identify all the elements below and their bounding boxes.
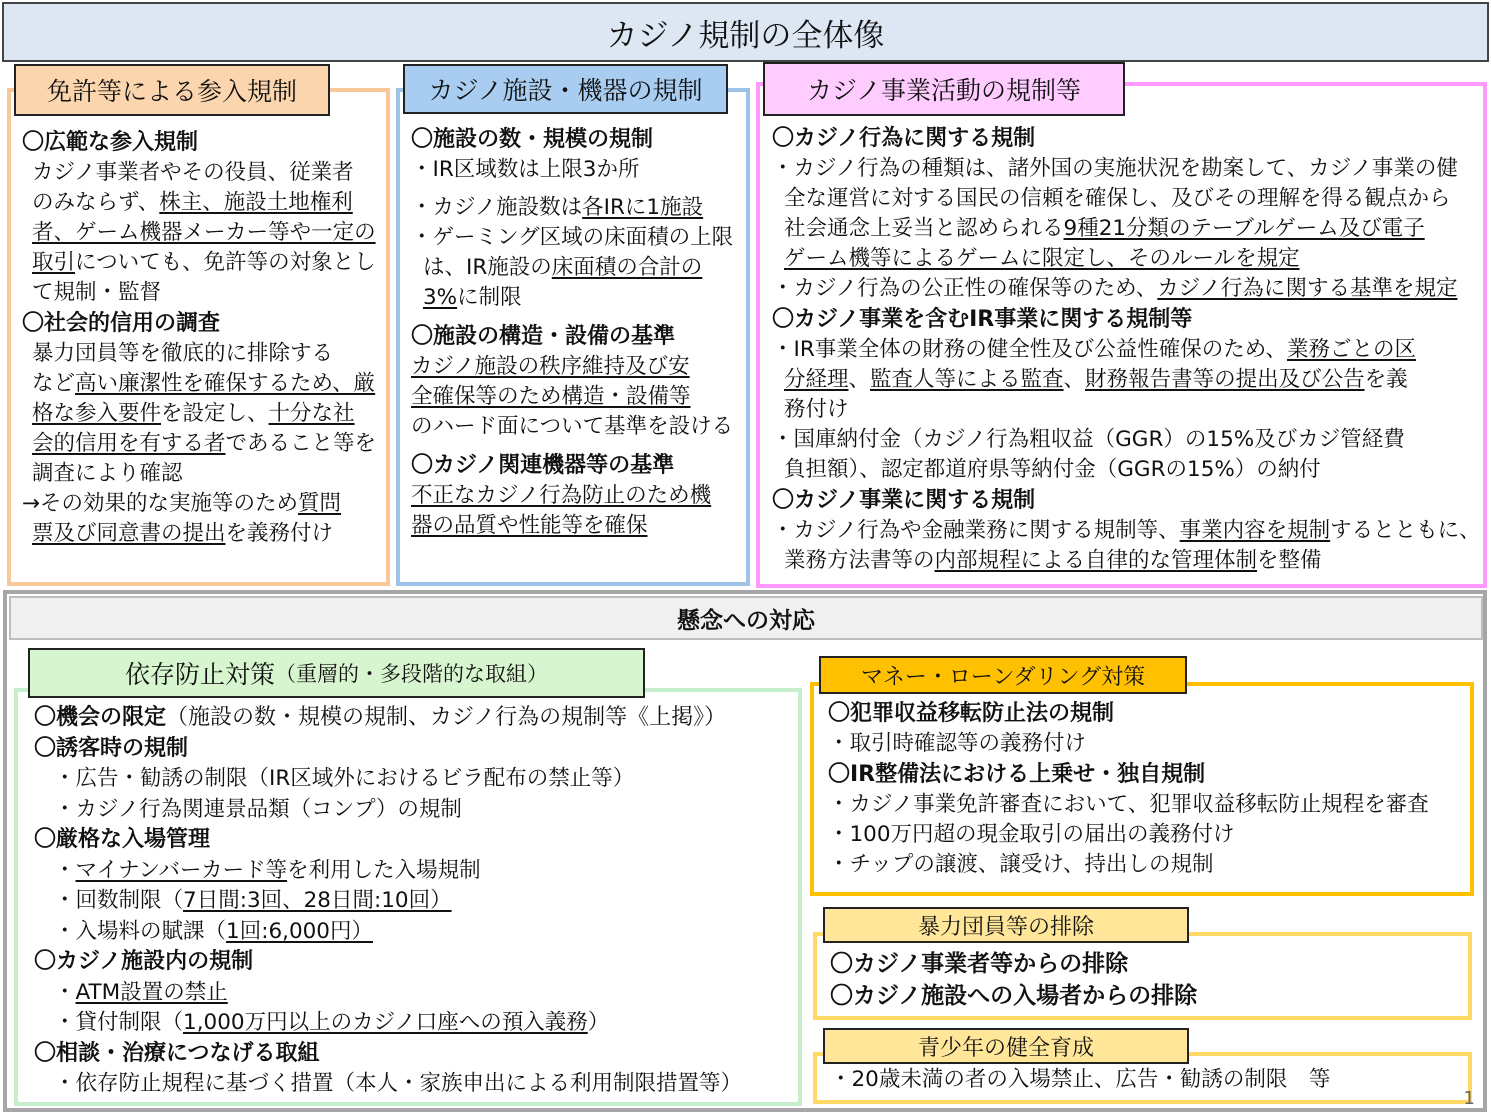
- business-regulation-tag: カジノ事業活動の規制等: [763, 62, 1125, 116]
- youth-protection-content: [830, 1065, 1470, 1095]
- item-text: ・20歳未満の者の入場禁止、広告・勧誘の制限 等: [830, 1067, 1331, 1092]
- item-text: ・回数制限（7日間:3回、28日間:10回）: [54, 888, 452, 913]
- item-text: ・カジノ施設数は各IRに1施設: [411, 195, 704, 220]
- item-heading: 〇カジノ事業を含むIR事業に関する規制等: [772, 307, 1193, 332]
- item-text: 者、ゲーム機器メーカー等や一定の: [32, 220, 376, 245]
- item-heading: 〇施設の数・規模の規制: [411, 127, 654, 152]
- entry-regulation-content: [22, 127, 384, 549]
- item-text: ・カジノ行為の公正性の確保等のため、カジノ行為に関する基準を規定: [772, 276, 1458, 301]
- item-text: 票及び同意書の提出を義務付け: [32, 521, 334, 546]
- item-text: 務付け: [784, 397, 849, 422]
- addiction-prevention-content: [34, 703, 800, 1100]
- item-text: は、IR施設の床面積の合計の: [423, 255, 703, 280]
- concern-title: 懸念への対応: [9, 596, 1483, 640]
- item-text: 取引についても、免許等の対象とし: [32, 250, 376, 275]
- item-heading: 〇機会の限定（施設の数・規模の規制、カジノ行為の規制等《上掲》）: [34, 705, 727, 730]
- gang-exclusion-tag: 暴力団員等の排除: [823, 907, 1189, 943]
- item-text: ・IR事業全体の財務の健全性及び公益性確保のため、業務ごとの区: [772, 337, 1416, 362]
- item-text: 3%に制限: [423, 285, 522, 310]
- item-text: 格な参入要件を設定し、十分な社: [32, 401, 355, 426]
- item-text: ・カジノ行為や金融業務に関する規制等、事業内容を規制するとともに、: [772, 518, 1481, 543]
- item-text: ・取引時確認等の義務付け: [828, 731, 1087, 756]
- gang-exclusion-content: [830, 948, 1470, 1012]
- item-heading: 〇カジノ事業に関する規制: [772, 488, 1036, 513]
- item-heading: 〇社会的信用の調査: [22, 311, 221, 336]
- item-text: ・カジノ事業免許審査において、犯罪収益移転防止規程を審査: [828, 792, 1429, 817]
- item-heading: 〇相談・治療につなげる取組: [34, 1040, 320, 1066]
- addiction-prevention-tag: [28, 648, 645, 698]
- item-text: 器の品質や性能等を確保: [411, 513, 648, 538]
- item-text: ・IR区域数は上限3か所: [411, 157, 640, 182]
- item-heading: 〇施設の構造・設備の基準: [411, 324, 676, 349]
- item-text: ・チップの譲渡、譲受け、持出しの規制: [828, 852, 1214, 877]
- business-regulation-content: [772, 123, 1484, 576]
- item-text: 社会通念上妥当と認められる9種21分類のテーブルゲーム及び電子: [784, 216, 1425, 241]
- item-heading: 〇カジノ施設内の規制: [34, 949, 254, 974]
- item-text: ・マイナンバーカード等を利用した入場規制: [54, 857, 481, 883]
- item-text: のハード面について基準を設ける: [411, 414, 734, 439]
- item-text: カジノ施設の秩序維持及び安: [411, 354, 690, 379]
- item-text: ・入場料の賦課（1回:6,000円）: [54, 918, 373, 944]
- item-text: など高い廉潔性を確保するため、厳: [32, 371, 376, 396]
- item-text: ・カジノ行為の種類は、諸外国の実施状況を勘案して、カジノ事業の健: [772, 156, 1458, 181]
- item-heading: 〇厳格な入場管理: [34, 827, 211, 852]
- item-text: ・貸付制限（1,000万円以上のカジノ口座への預入義務）: [54, 1010, 610, 1035]
- money-laundering-content: [828, 698, 1472, 880]
- item-text: ・依存防止規程に基づく措置（本人・家族申出による利用制限措置等）: [54, 1071, 743, 1096]
- item-text: 調査により確認: [32, 461, 183, 486]
- item-heading: 〇IR整備法における上乗せ・独自規制: [828, 762, 1206, 787]
- item-heading: 〇カジノ関連機器等の基準: [411, 453, 675, 478]
- item-text: ・ATM設置の禁止: [54, 979, 228, 1005]
- facility-regulation-content: [411, 124, 746, 541]
- spacer: [411, 442, 746, 450]
- item-text: ・100万円超の現金取引の届出の義務付け: [828, 822, 1235, 847]
- addiction-prevention-tag-main: 依存防止対策: [124, 660, 275, 689]
- item-text: 会的信用を有する者であること等を: [32, 431, 377, 456]
- item-text: ・ゲーミング区域の床面積の上限: [411, 225, 734, 250]
- item-heading: 〇カジノ事業者等からの排除: [830, 951, 1129, 977]
- item-text: ・広告・勧誘の制限（IR区域外におけるビラ配布の禁止等）: [54, 766, 635, 791]
- youth-protection-tag: 青少年の健全育成: [823, 1028, 1189, 1064]
- item-text: 負担額）、認定都道府県等納付金（GGRの15%）の納付: [784, 457, 1321, 482]
- item-text: ・国庫納付金（カジノ行為粗収益（GGR）の15%及びカジ管経費: [772, 427, 1405, 452]
- page-number: 1: [1463, 1088, 1475, 1109]
- item-text: て規制・監督: [32, 280, 162, 305]
- item-text: 全確保等のため構造・設備等: [411, 384, 691, 409]
- item-text: 暴力団員等を徹底的に排除する: [32, 341, 334, 366]
- item-heading: 〇誘客時の規制: [34, 735, 189, 761]
- item-text: 全な運営に対する国民の信頼を確保し、及びその理解を得る観点から: [784, 186, 1451, 211]
- facility-regulation-tag: カジノ施設・機器の規制: [403, 64, 728, 114]
- spacer: [411, 185, 746, 193]
- item-text: ・カジノ行為関連景品類（コンプ）の規制: [54, 796, 462, 822]
- item-text: 業務方法書等の内部規程による自律的な管理体制を整備: [784, 548, 1322, 573]
- item-heading: 〇カジノ行為に関する規制: [772, 126, 1036, 151]
- addiction-prevention-tag-sub: （重層的・多段階的な取組）: [275, 662, 548, 686]
- entry-regulation-tag: 免許等による参入規制: [14, 64, 330, 116]
- money-laundering-tag: マネー・ローンダリング対策: [819, 656, 1187, 694]
- item-text: のみならず、株主、施設土地権利: [32, 190, 353, 215]
- item-heading: 〇犯罪収益移転防止法の規制: [828, 701, 1115, 726]
- spacer: [411, 313, 746, 321]
- item-text: 不正なカジノ行為防止のため機: [411, 483, 712, 508]
- page-title: カジノ規制の全体像: [2, 2, 1489, 62]
- item-text: ゲーム機等によるゲームに限定し、そのルールを規定: [784, 246, 1300, 271]
- item-text: →その効果的な実施等のため質問: [22, 491, 342, 516]
- item-text: カジノ事業者やその役員、従業者: [32, 160, 354, 185]
- item-heading: 〇カジノ施設への入場者からの排除: [830, 983, 1198, 1009]
- item-text: 分経理、監査人等による監査、財務報告書等の提出及び公告を義: [784, 367, 1408, 392]
- item-heading: 〇広範な参入規制: [22, 130, 199, 155]
